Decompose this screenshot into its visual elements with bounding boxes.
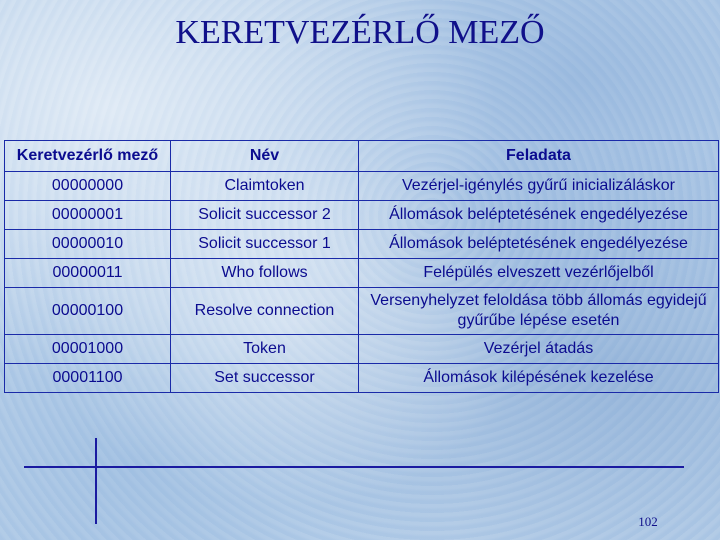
cell-function: Versenyhelyzet feloldása több állomás egyidejű gyűrűbe lépése esetén <box>359 288 719 335</box>
cell-function: Állomások beléptetésének engedélyezése <box>359 230 719 259</box>
table-header-row <box>5 141 719 172</box>
table-row <box>5 230 719 259</box>
cell-code: 00001100 <box>5 364 171 393</box>
table-row <box>5 364 719 393</box>
decorative-horizontal-rule <box>24 466 684 468</box>
cell-function: Állomások kilépésének kezelése <box>359 364 719 393</box>
page-number: 102 <box>638 514 658 529</box>
cell-function: Felépülés elveszett vezérlőjelből <box>359 259 719 288</box>
cell-code: 00000010 <box>5 230 171 259</box>
cell-code: 00000000 <box>5 172 171 201</box>
header-name: Név <box>171 141 359 172</box>
cell-name: Solicit successor 1 <box>171 230 359 259</box>
cell-name: Token <box>171 335 359 364</box>
cell-name: Set successor <box>171 364 359 393</box>
table-row <box>5 335 719 364</box>
cell-name: Who follows <box>171 259 359 288</box>
cell-function: Állomások beléptetésének engedélyezése <box>359 201 719 230</box>
cell-code: 00000011 <box>5 259 171 288</box>
header-function: Feladata <box>359 141 719 172</box>
cell-code: 00001000 <box>5 335 171 364</box>
cell-code: 00000100 <box>5 288 171 335</box>
decorative-vertical-rule <box>95 438 97 524</box>
cell-code: 00000001 <box>5 201 171 230</box>
cell-name: Claimtoken <box>171 172 359 201</box>
header-control-field: Keretvezérlő mező <box>5 141 171 172</box>
table-row <box>5 201 719 230</box>
cell-function: Vezérjel átadás <box>359 335 719 364</box>
cell-name: Solicit successor 2 <box>171 201 359 230</box>
cell-function: Vezérjel-igénylés gyűrű inicializáláskor <box>359 172 719 201</box>
control-field-table <box>4 140 719 393</box>
cell-name: Resolve connection <box>171 288 359 335</box>
table-row <box>5 259 719 288</box>
table-row <box>5 172 719 201</box>
slide-title: KERETVEZÉRLŐ MEZŐ <box>175 14 545 51</box>
table-row <box>5 288 719 335</box>
